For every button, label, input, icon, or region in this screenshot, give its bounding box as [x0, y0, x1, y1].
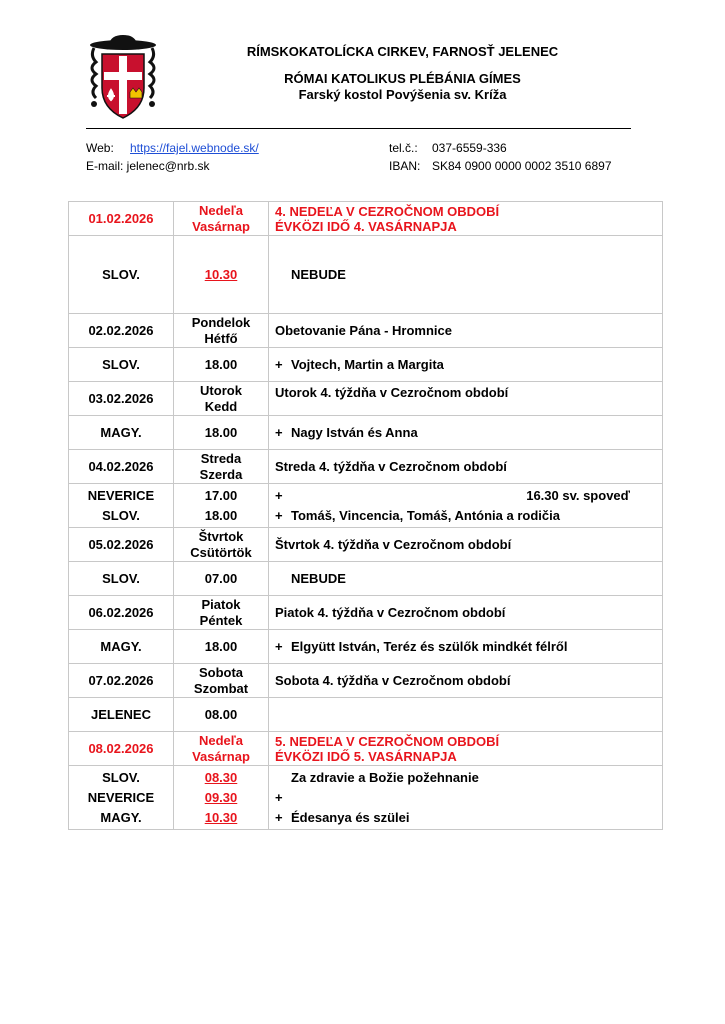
day-name-sk: Utorok [200, 382, 242, 398]
tel-value: 037-6559-336 [432, 141, 507, 155]
day-name-sk: Streda [200, 450, 242, 466]
day-name-sk: Nedeľa [198, 732, 244, 748]
liturgy-cell: Sobota 4. týždňa v Cezročnom období [269, 664, 663, 698]
place-text: SLOV. [102, 507, 140, 523]
date-cell: 05.02.2026 [69, 528, 174, 562]
intention-text: Elgyütt István, Teréz és szülők mindkét félről [291, 639, 568, 654]
place-text: NEVERICE [87, 789, 155, 805]
liturgy-title-hu: ÉVKÖZI IDŐ 4. VASÁRNAPJA [275, 218, 457, 234]
place-cell: JELENEC [69, 698, 174, 732]
day-row [69, 732, 663, 766]
day-row [69, 528, 663, 562]
time-cell: 07.00 [174, 562, 269, 596]
tel-label: tel.č.: [389, 141, 418, 155]
email-text: E-mail: jelenec@nrb.sk [86, 159, 210, 173]
day-name-sk: Pondelok [191, 314, 251, 330]
day-name-sk: Sobota [198, 664, 244, 680]
mass-row [69, 562, 663, 596]
day-cell [174, 382, 269, 416]
place-cell: SLOV. [69, 348, 174, 382]
liturgy-title-sk: 4. NEDEĽA V CEZROČNOM OBDOBÍ [275, 203, 500, 219]
deceased-mark: + [275, 809, 283, 825]
time-text: 18.00 [204, 507, 238, 523]
place-cell [69, 484, 174, 528]
mass-row [69, 630, 663, 664]
header-title: RÍMSKOKATOLÍCKA CIRKEV, FARNOSŤ JELENEC [246, 44, 559, 59]
intention-text: NEBUDE [291, 571, 346, 586]
deceased-mark: + [275, 425, 283, 440]
time-text: 08.30 [204, 769, 238, 785]
intention-cell [269, 416, 663, 450]
place-cell: SLOV. [69, 562, 174, 596]
intention-cell [269, 348, 663, 382]
mass-row [69, 484, 663, 528]
day-cell [174, 596, 269, 630]
day-name-hu: Péntek [199, 612, 243, 628]
deceased-mark: + [275, 789, 283, 805]
day-name-hu: Szombat [193, 680, 249, 696]
time-cell: 08.00 [174, 698, 269, 732]
place-cell [69, 766, 174, 830]
place-text: NEVERICE [87, 487, 155, 503]
time-text: 09.30 [204, 789, 238, 805]
time-cell: 18.00 [174, 416, 269, 450]
time-cell: 18.00 [174, 630, 269, 664]
intention-text: Tomáš, Vincencia, Tomáš, Antónia a rodičia [291, 507, 560, 523]
intention-cell [269, 562, 663, 596]
day-row [69, 382, 663, 416]
deceased-mark: + [275, 507, 283, 523]
intention-text: Nagy István és Anna [291, 425, 418, 440]
day-row [69, 450, 663, 484]
time-cell [174, 766, 269, 830]
intention-text: Vojtech, Martin a Margita [291, 357, 444, 372]
header-church: Farský kostol Povýšenia sv. Kríža [298, 87, 507, 102]
deceased-mark: + [275, 487, 283, 503]
intention-text: Édesanya és szülei [291, 809, 410, 825]
intention-text: NEBUDE [291, 267, 346, 282]
day-row [69, 314, 663, 348]
mass-row [69, 698, 663, 732]
intention-cell [269, 236, 663, 314]
mass-row [69, 236, 663, 314]
day-name-sk: Nedeľa [198, 202, 244, 218]
web-label: Web: [86, 141, 114, 155]
liturgy-cell [269, 732, 663, 766]
day-name-hu: Kedd [204, 398, 238, 414]
day-name-sk: Piatok [201, 596, 241, 612]
intention-cell [269, 630, 663, 664]
header-divider [86, 128, 631, 129]
mass-row [69, 766, 663, 830]
liturgy-cell: Piatok 4. týždňa v Cezročnom období [269, 596, 663, 630]
day-name-hu: Vasárnap [192, 748, 250, 764]
day-cell [174, 450, 269, 484]
liturgy-cell [269, 202, 663, 236]
intention-cell [269, 698, 663, 732]
date-cell: 03.02.2026 [69, 382, 174, 416]
day-name-sk: Štvrtok [198, 528, 244, 544]
liturgy-title-hu: ÉVKÖZI IDŐ 5. VASÁRNAPJA [275, 748, 457, 764]
liturgy-title-sk: 5. NEDEĽA V CEZROČNOM OBDOBÍ [275, 733, 500, 749]
day-cell [174, 202, 269, 236]
mass-row [69, 348, 663, 382]
deceased-mark: + [275, 357, 283, 372]
mass-schedule-table [68, 201, 663, 830]
confession-note: 16.30 sv. spoveď [526, 487, 630, 503]
iban-label: IBAN: [389, 159, 421, 173]
day-cell [174, 528, 269, 562]
place-text: SLOV. [102, 769, 140, 785]
intention-text: Za zdravie a Božie požehnanie [291, 769, 479, 785]
iban-value: SK84 0900 0000 0002 3510 6897 [432, 159, 612, 173]
place-cell: SLOV. [69, 236, 174, 314]
time-cell: 18.00 [174, 348, 269, 382]
website-link[interactable]: https://fajel.webnode.sk/ [130, 141, 259, 155]
place-cell: MAGY. [69, 630, 174, 664]
deceased-mark: + [275, 639, 283, 654]
time-cell [174, 484, 269, 528]
date-cell: 04.02.2026 [69, 450, 174, 484]
mass-row [69, 416, 663, 450]
date-cell: 01.02.2026 [69, 202, 174, 236]
day-name-hu: Vasárnap [192, 218, 250, 234]
date-cell: 07.02.2026 [69, 664, 174, 698]
date-cell: 02.02.2026 [69, 314, 174, 348]
intention-cell [269, 766, 663, 830]
day-name-hu: Szerda [199, 466, 243, 482]
place-cell: MAGY. [69, 416, 174, 450]
day-cell [174, 314, 269, 348]
liturgy-cell: Utorok 4. týždňa v Cezročnom období [269, 382, 663, 416]
date-cell: 08.02.2026 [69, 732, 174, 766]
day-name-hu: Hétfő [204, 330, 238, 346]
day-name-hu: Csütörtök [190, 544, 252, 560]
day-row [69, 596, 663, 630]
place-text: MAGY. [100, 809, 142, 825]
liturgy-cell: Streda 4. týždňa v Cezročnom období [269, 450, 663, 484]
day-cell [174, 664, 269, 698]
day-cell [174, 732, 269, 766]
day-row [69, 664, 663, 698]
liturgy-cell: Štvrtok 4. týždňa v Cezročnom období [269, 528, 663, 562]
header-subtitle-hu: RÓMAI KATOLIKUS PLÉBÁNIA GÍMES [284, 71, 521, 86]
intention-cell [269, 484, 663, 528]
day-row [69, 202, 663, 236]
time-text: 17.00 [204, 487, 238, 503]
time-text: 10.30 [204, 809, 238, 825]
liturgy-cell: Obetovanie Pána - Hromnice [269, 314, 663, 348]
time-cell: 10.30 [174, 236, 269, 314]
date-cell: 06.02.2026 [69, 596, 174, 630]
